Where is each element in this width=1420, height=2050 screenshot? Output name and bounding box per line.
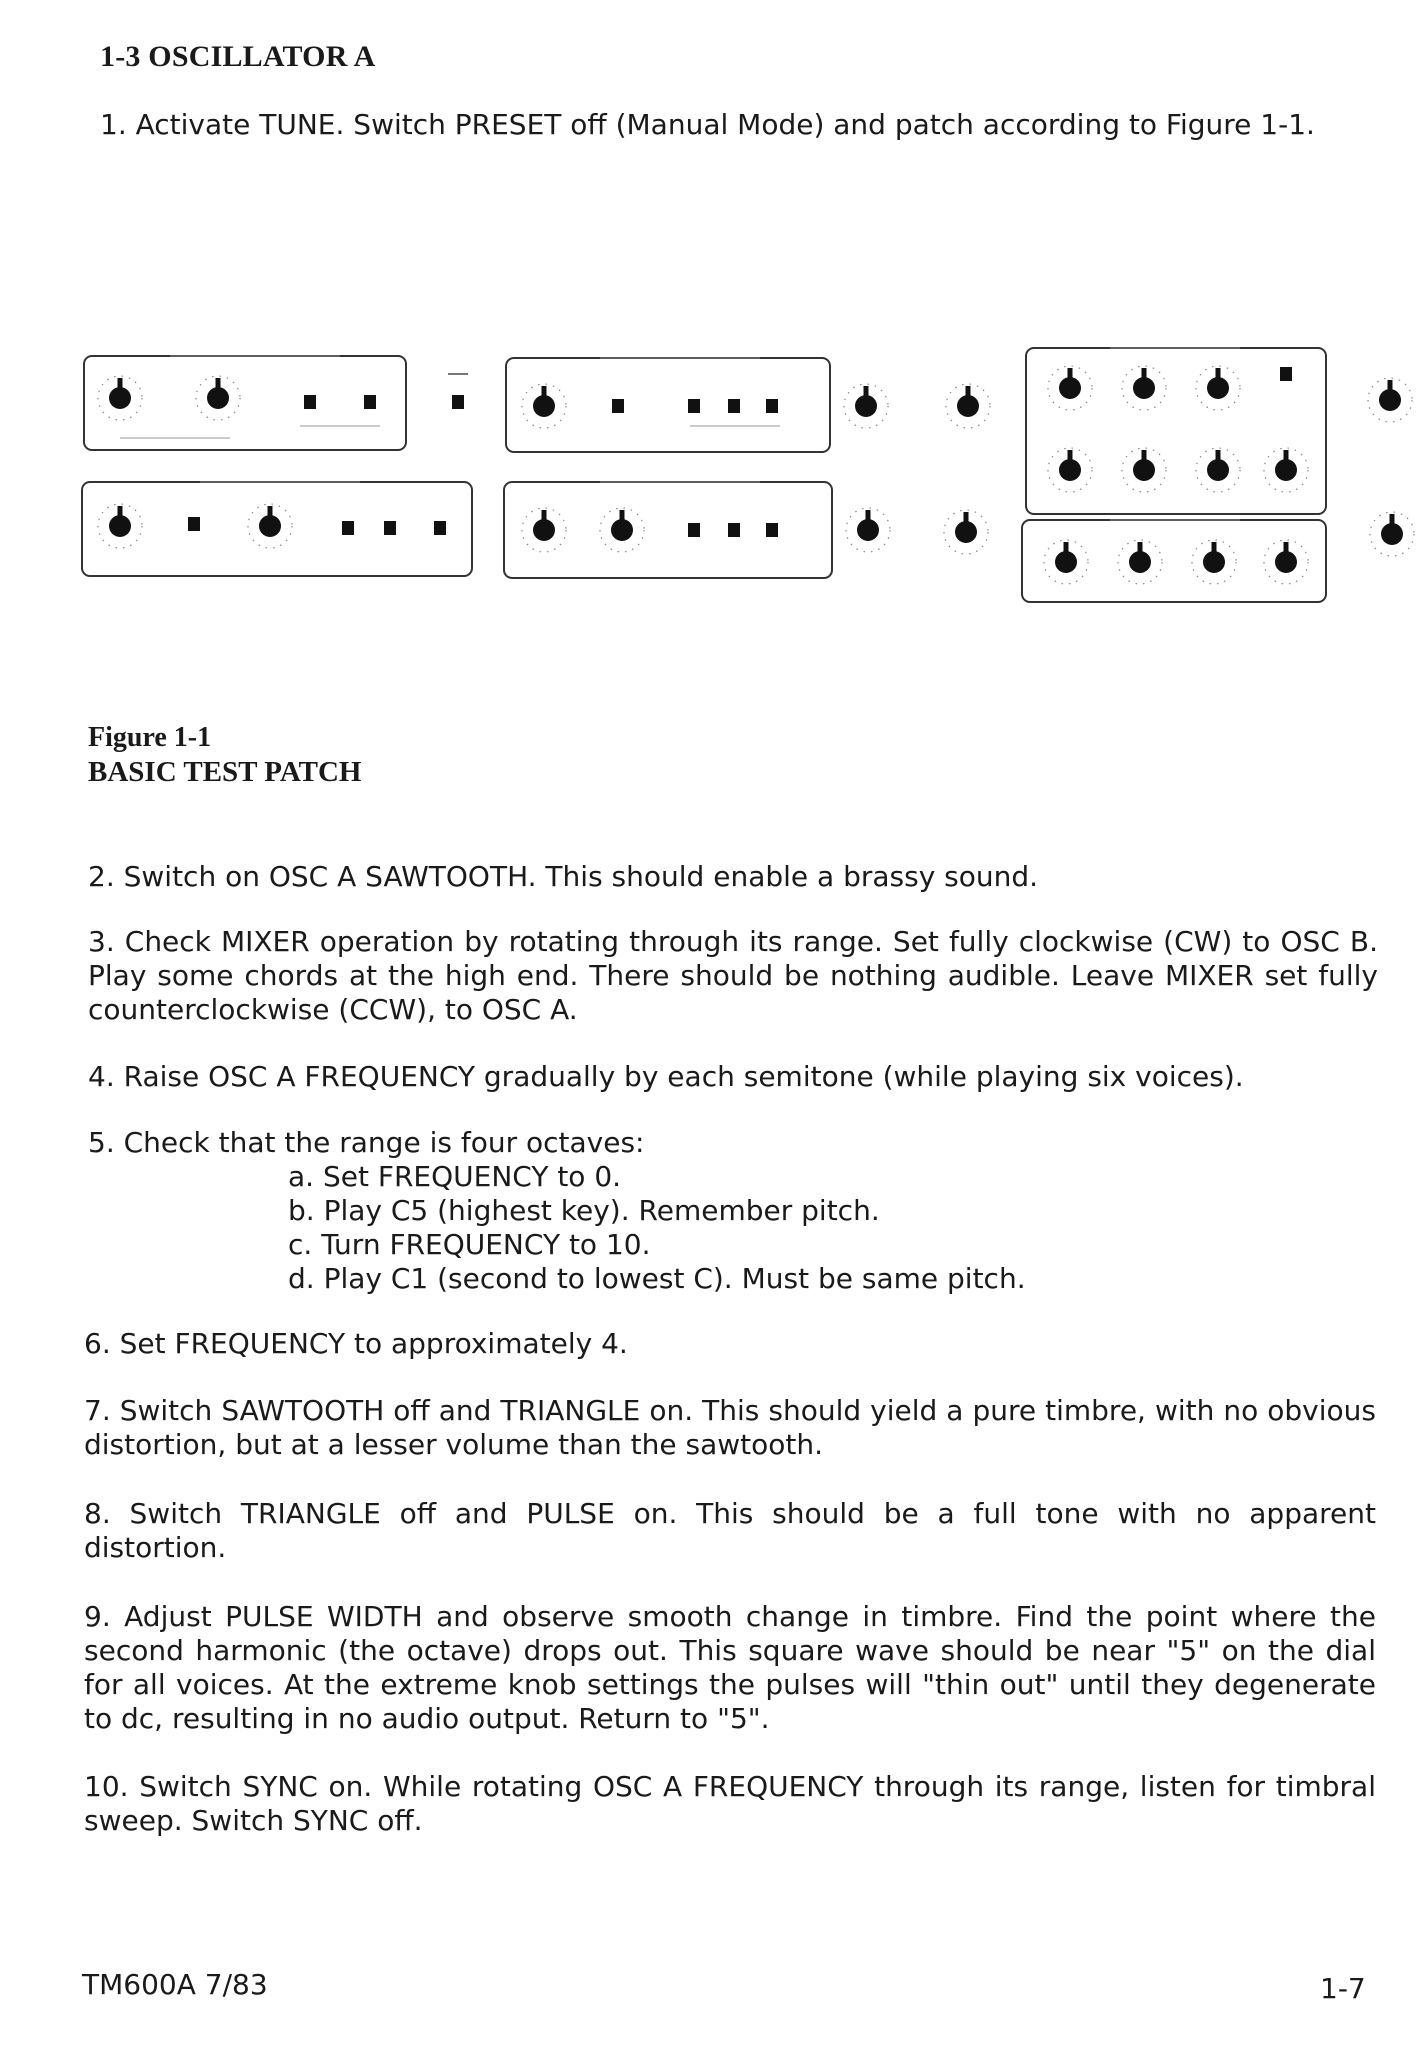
filter-panel — [1026, 348, 1326, 514]
figure-title: BASIC TEST PATCH — [88, 756, 362, 788]
step-6: 6. Set FREQUENCY to approximately 4. — [84, 1327, 628, 1360]
step-4: 4. Raise OSC A FREQUENCY gradually by each semitone (while playing six voices). — [88, 1060, 1244, 1093]
lfo-mod-panel — [82, 482, 472, 576]
step-8: 8. Switch TRIANGLE off and PULSE on. This should be a full tone with no apparent distortion. — [84, 1497, 1376, 1564]
switch — [688, 523, 700, 537]
amplifier-panel — [1022, 520, 1326, 602]
switch — [188, 517, 200, 531]
knob — [600, 508, 644, 552]
figure-panel-diagram — [80, 340, 1420, 610]
knob — [844, 384, 888, 428]
knob — [1118, 540, 1162, 584]
step-9: 9. Adjust PULSE WIDTH and observe smooth change in timbre. Find the point where the second harmonic (the octave) drops out. This square wave should be near "5" on the dial for all voices. At the extreme knob settings the pulses will "thin out" until they degenerate to dc, resulting in no audio output. Return to "5". — [84, 1600, 1376, 1735]
knob — [846, 508, 890, 552]
knob — [1264, 448, 1308, 492]
switch — [452, 395, 464, 409]
switch — [766, 399, 778, 413]
switch — [304, 395, 316, 409]
knob — [1196, 366, 1240, 410]
footer-doc-id: TM600A 7/83 — [82, 1968, 268, 2001]
step-5d: d. Play C1 (second to lowest C). Must be same pitch. — [288, 1262, 1026, 1295]
switch — [728, 399, 740, 413]
knob — [1368, 378, 1412, 422]
knob — [1044, 540, 1088, 584]
step-3: 3. Check MIXER operation by rotating through its range. Set fully clockwise (CW) to OSC B. Play some chords at the high end. There should be nothing audible. Leave MIXER set fully counterclockwise (CCW), to OSC A. — [88, 925, 1378, 1026]
switch — [364, 395, 376, 409]
oscillator-b-panel — [504, 482, 890, 578]
section-title: 1-3 OSCILLATOR A — [100, 40, 376, 73]
knob — [1122, 448, 1166, 492]
knob — [946, 384, 990, 428]
figure-number: Figure 1-1 — [88, 722, 212, 753]
switch — [384, 521, 396, 535]
step-5: 5. Check that the range is four octaves: — [88, 1126, 645, 1159]
knob — [196, 376, 240, 420]
step-5c: c. Turn FREQUENCY to 10. — [288, 1228, 651, 1261]
knob — [1370, 512, 1414, 556]
control-panel-illustration — [80, 340, 1420, 610]
step-7: 7. Switch SAWTOOTH off and TRIANGLE on. This should yield a pure timbre, with no obvious distortion, but at a lesser volume than the sawtooth. — [84, 1394, 1376, 1461]
lfo-panel — [84, 356, 406, 450]
knob — [1048, 448, 1092, 492]
knob — [944, 510, 988, 554]
switch — [688, 399, 700, 413]
step-5a: a. Set FREQUENCY to 0. — [288, 1160, 622, 1193]
switch — [766, 523, 778, 537]
knob — [522, 508, 566, 552]
knob — [98, 376, 142, 420]
knob — [248, 504, 292, 548]
oscillator-a-panel — [506, 358, 830, 452]
switch — [342, 521, 354, 535]
knob — [1196, 448, 1240, 492]
knob — [1192, 540, 1236, 584]
step-10: 10. Switch SYNC on. While rotating OSC A FREQUENCY through its range, listen for timbral sweep. Switch SYNC off. — [84, 1770, 1376, 1837]
footer-page-number: 1-7 — [1320, 1972, 1366, 2005]
knob — [1122, 366, 1166, 410]
knob — [522, 384, 566, 428]
knob — [1264, 540, 1308, 584]
step-2: 2. Switch on OSC A SAWTOOTH. This should enable a brassy sound. — [88, 860, 1039, 893]
switch — [612, 399, 624, 413]
step-5b: b. Play C5 (highest key). Remember pitch. — [288, 1194, 880, 1227]
knob — [1048, 366, 1092, 410]
step-1: 1. Activate TUNE. Switch PRESET off (Manual Mode) and patch according to Figure 1-1. — [100, 108, 1315, 141]
switch — [728, 523, 740, 537]
knob — [98, 504, 142, 548]
switch — [434, 521, 446, 535]
switch — [1280, 367, 1292, 381]
